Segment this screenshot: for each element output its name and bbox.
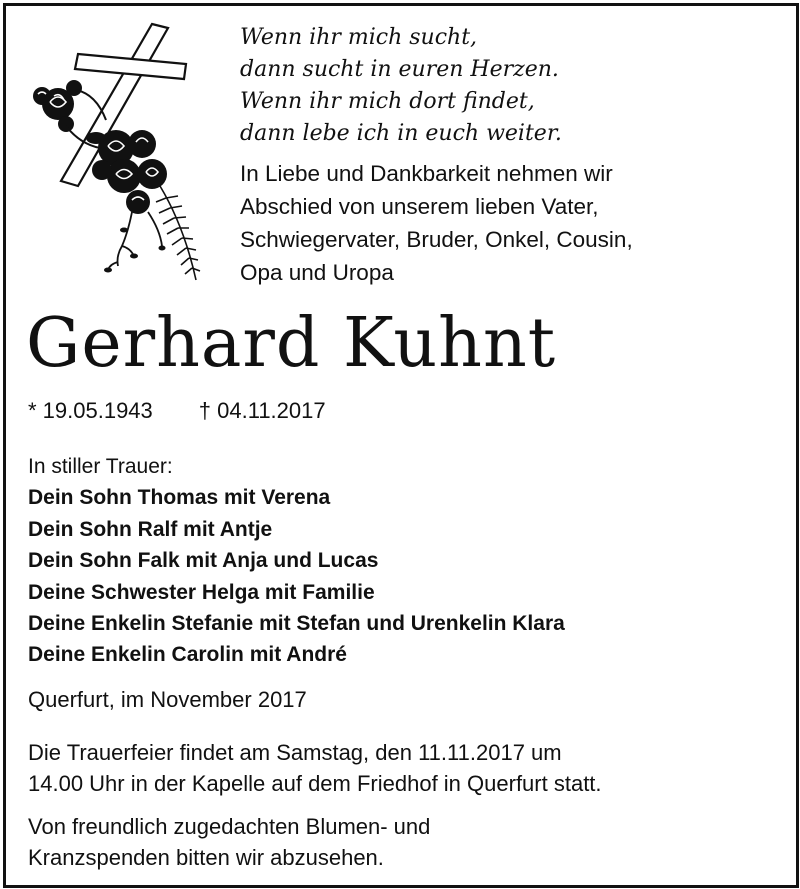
intro-text: In Liebe und Dankbarkeit nehmen wir Abschied von unserem lieben Vater, Schwiegervater, Bruder, Onkel, Cousin, Opa und Uropa — [240, 161, 633, 285]
mourner-line: Deine Schwester Helga mit Familie — [28, 580, 375, 604]
death-date: † 04.11.2017 — [198, 398, 326, 423]
mourners-heading: In stiller Trauer: — [28, 455, 173, 478]
mourner-line: Dein Sohn Falk mit Anja und Lucas — [28, 549, 379, 573]
birth-date: * 19.05.1943 — [28, 398, 153, 423]
mourner-line: Deine Enkelin Stefanie mit Stefan und Urenkelin Klara — [28, 612, 565, 636]
mourner-line: Dein Sohn Thomas mit Verena — [28, 486, 331, 510]
poem-verse: Wenn ihr mich sucht, dann sucht in euren Herzen. Wenn ihr mich dort findet, dann lebe ich in euch weiter. — [240, 25, 562, 146]
mourner-line: Deine Enkelin Carolin mit André — [28, 643, 347, 667]
cross-with-roses-icon — [20, 16, 210, 286]
mourners-list — [28, 451, 565, 671]
life-dates — [28, 396, 326, 426]
place-and-date: Querfurt, im November 2017 — [28, 687, 307, 712]
funeral-service-info: Die Trauerfeier findet am Samstag, den 11.11.2017 um 14.00 Uhr in der Kapelle auf dem Friedhof in Querfurt statt. — [28, 740, 602, 796]
deceased-name: Gerhard Kuhnt — [26, 304, 557, 383]
flowers-note: Von freundlich zugedachten Blumen- und Kranzspenden bitten wir abzusehen. — [28, 814, 431, 870]
mourner-line: Dein Sohn Ralf mit Antje — [28, 517, 273, 541]
